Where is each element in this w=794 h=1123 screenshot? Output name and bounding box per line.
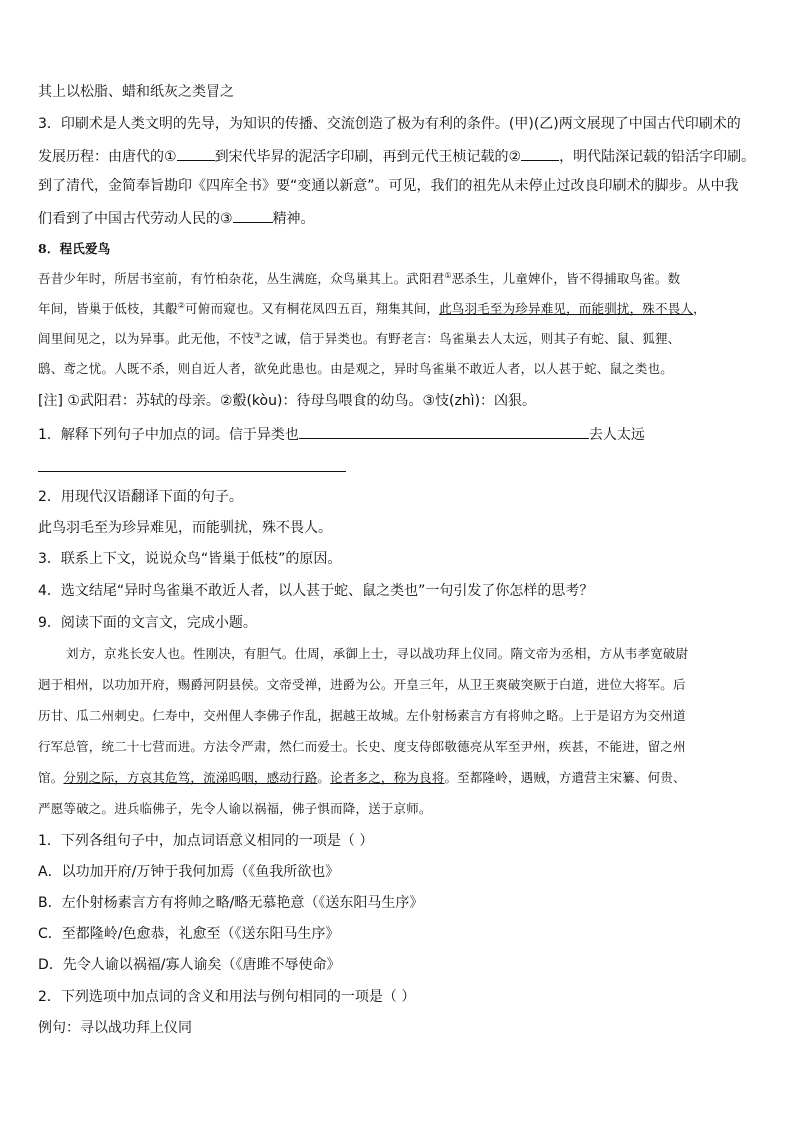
note-marker-2: ② [177,300,186,310]
p8-question-4: 4．选文结尾“异时鸟雀巢不敢近人者，以人甚于蛇、鼠之类也”一句引发了你怎样的思考？ [38,583,594,599]
p8-note: [注] ①武阳君：苏轼的母亲。②鷇(kòu)：待母鸟喂食的幼鸟。③忮(zhì)：凶狠。 [38,393,537,409]
p8-underlined-sentence: 此鸟羽毛至为珍异难见，而能驯扰，殊不畏人 [439,301,694,316]
p8-text-3a: 闾里间见之，以为异事。此无他，不忮 [38,331,254,346]
p9-example: 例句：寻以战功拜上仪同 [38,1020,192,1036]
p8-text-1b: 恶杀生，儿童婢仆，皆不得捕取鸟雀。数 [451,271,681,286]
p8-question-3: 3．联系上下文，说说众鸟“皆巢于低枝”的原因。 [38,551,342,567]
option-b[interactable]: B．左仆射杨素言方有将帅之略/略无慕艳意（《送东阳马生序》 [38,895,424,911]
answer-blank-1[interactable] [299,424,589,439]
p9-subquestion-2: 2．下列选项中加点词的含义和用法与例句相同的一项是（ ） [38,989,416,1005]
note-marker-3: ③ [253,330,262,340]
p8-q1a: 1．解释下列句子中加点的词。信于异类也 [38,427,299,443]
p9-text-5 [38,769,758,787]
p8-text-1a: 吾昔少年时，所居书室前，有竹柏杂花，丛生满庭，众鸟巢其上。武阳君 [38,271,445,286]
p8-text-2b: 可俯而窥也。又有桐花凤四五百，翔集其间， [185,301,440,316]
q3-line-2b: 到宋代毕昇的泥活字印刷，再到元代王桢记载的② [214,149,522,165]
p9-text-5mid: 。 [317,770,331,785]
p9-text-6: 严愿等破之。进兵临佛子，先令人谕以祸福，佛子惧而降，送于京师。 [38,801,432,816]
q3-line-3: 到了清代，金简奉旨勘印《四库全书》要“变通以新意”。可见，我们的祖先从未停止过改良印刷术的脚步。从中我 [38,178,739,194]
p9-underlined-2: 论者多之，称为良将 [330,770,445,785]
q3-line-4 [38,208,758,228]
q3-line-4a: 们看到了中国古代劳动人民的③ [38,211,233,227]
note-marker-1: ① [444,270,452,280]
p9-title: 9．阅读下面的文言文，完成小题。 [38,615,257,631]
q3-line-2a: 发展历程：由唐代的① [38,149,177,165]
p8-question-2-sentence: 此鸟羽毛至为珍异难见，而能驯扰，殊不畏人。 [38,520,332,536]
blank-3[interactable] [233,208,273,223]
p9-text-2: 迥于相州，以功加开府，赐爵河阴县侯。文帝受禅，进爵为公。开皇三年，从卫王爽破突厥于白道，进位大将军。后 [38,677,686,692]
option-d[interactable]: D．先令人谕以祸福/寡人谕矣（《唐雎不辱使命》 [38,957,341,973]
p8-text-2end: ， [693,301,706,316]
blank-2[interactable] [521,146,559,161]
option-c[interactable]: C．至都隆岭/色愈恭，礼愈至（《送东阳马生序》 [38,926,340,942]
q3-line-2 [38,146,758,166]
q3-line-1: 3．印刷术是人类文明的先导，为知识的传播、交流创造了极为有利的条件。(甲)(乙)两文展现了中国古代印刷术的 [38,116,741,132]
p9-text-1: 刘方，京兆长安人也。性刚决，有胆气。仕周，承御上士，寻以战功拜上仪同。隋文帝为丞相，方从韦孝宽破尉 [66,646,689,661]
option-a[interactable]: A．以功加开府/万钟于我何加焉（《鱼我所欲也》 [38,864,340,880]
answer-blank-2[interactable] [38,471,346,472]
p8-text-1 [38,270,758,288]
q3-line-4b: 精神。 [272,211,315,227]
p8-text-3 [38,330,758,348]
p8-q1b: 去人太远 [588,427,645,443]
p9-text-5b: 。至都隆岭，遇贼，方遣营主宋纂、何贵、 [444,770,686,785]
p8-text-2c: 鷇 [165,301,178,316]
p9-text-5a: 馆。 [38,770,64,785]
p9-subquestion-1: 1．下列各组句子中，加点词语意义相同的一项是（ ） [38,833,374,849]
p8-text-4: 鸱、鸢之忧。人既不杀，则自近人者，欲免此患也。由是观之，异时鸟雀巢不敢近人者，以人甚于蛇、鼠之类也。 [38,361,674,376]
q3-intro-line: 其上以松脂、蜡和纸灰之类冒之 [38,84,234,100]
p8-question-1 [38,424,758,444]
p8-text-2a: 年间，皆巢于低枝，其 [38,301,166,316]
p9-underlined-1: 分别之际，方哀其危笃，流涕呜咽，感动行路 [63,770,318,785]
p9-text-3: 历甘、瓜二州刺史。仁寿中，交州俚人李佛子作乱，据越王故城。左仆射杨素言方有将帅之略。上于是诏方为交州道 [38,708,686,723]
p8-title: 8．程氏爱鸟 [38,241,111,256]
q3-line-2c: ，明代陆深记载的铅活字印刷。 [559,149,756,165]
p9-text-4: 行军总管，统二十七营而进。方法令严肃，然仁而爱士。长史、度支侍郎敬德亮从军至尹州，疾甚，不能进，留之州 [38,739,686,754]
blank-1[interactable] [177,146,215,161]
p8-question-2: 2．用现代汉语翻译下面的句子。 [38,489,243,505]
p8-text-2 [38,300,758,318]
p8-text-3b: 之诚，信于异类也。有野老言：鸟雀巢去人太远，则其子有蛇、鼠、狐狸、 [261,331,681,346]
